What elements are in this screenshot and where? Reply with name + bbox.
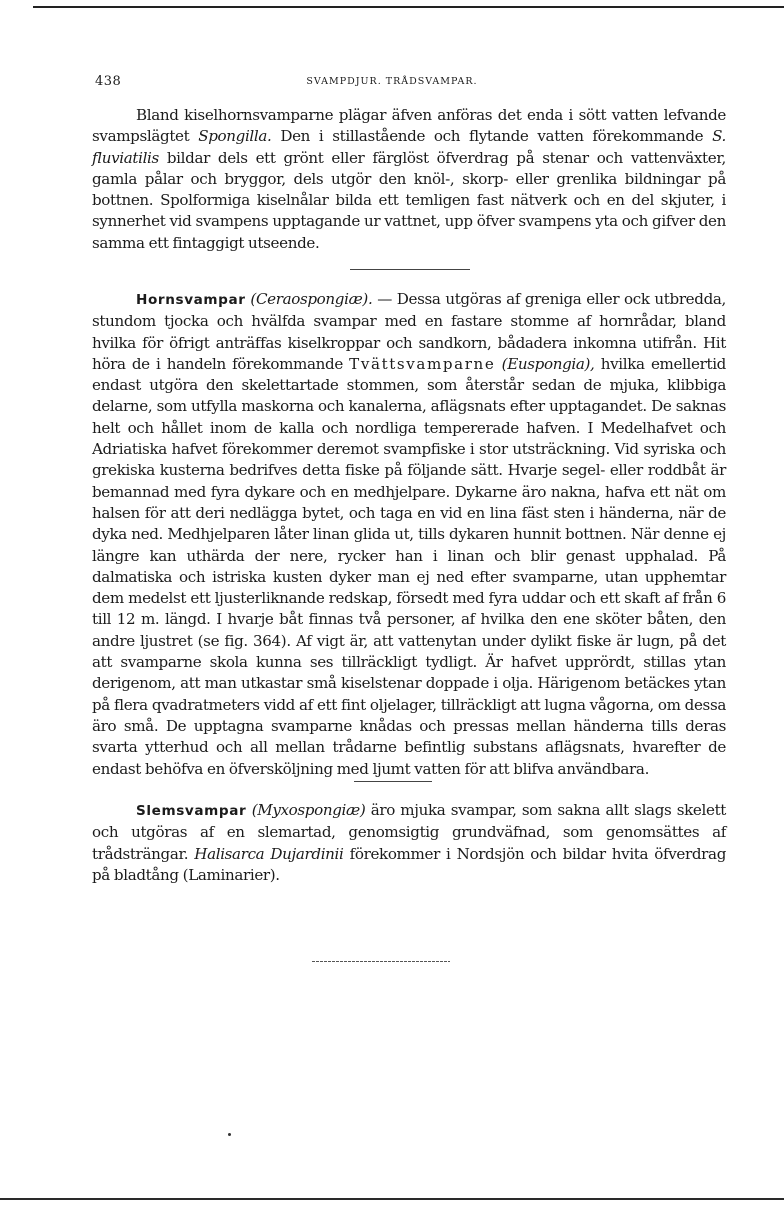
- section-heading: Hornsvampar: [136, 292, 246, 308]
- section-heading: Slemsvampar: [136, 803, 247, 819]
- species-name: S. fluviatilis: [92, 127, 726, 167]
- top-border-rule: [33, 6, 784, 8]
- paragraph-text: Slemsvampar (Myxospongiæ) äro mjuka svampar, som sakna allt slags skelett och utgöras af en slemartad, genomsigtig grundväfnad, som genomsättes af trådsträngar. Halisarca Dujardinii förekommer i Nordsjön och bildar hvita öfverdrag på bladtång (Laminarier).: [92, 801, 727, 884]
- ink-speck: [228, 1133, 231, 1136]
- page-number: 438: [95, 74, 122, 89]
- latin-name: (Euspongia),: [501, 354, 595, 373]
- paragraph-text: Hornsvampar (Ceraospongiæ). — Dessa utgöras af greniga eller ock utbredda, stundom tjocka och hvälfda svampar med en fastare stomme af hornrådar, bland hvilka för öfrigt anträffas kiselkroppar och sandkorn, bådadera inkomna utifrån. Hit höra de i handeln förekommande Tvättsvamparne (Euspongia), hvilka emellertid endast utgöra den skelettartade stommen, som återstår sedan de mjuka, klibbiga delarne, som utfylla maskorna och kanalerna, aflägsnats efter upptagandet. De saknas helt och hållet inom de kalla och nordliga tempererade hafven. I Medelhafvet och Adriatiska hafvet förekommer deremot svampfiske i stor utsträckning. Vid syriska och grekiska kusterna bedrifves detta fiske på följande sätt. Hvarje segel- eller roddbåt är bemannad med fyra dykare och en medhjelpare. Dykarne äro nakna, hafva ett nät om halsen för att deri nedlägga bytet, och taga en vid en lina fäst sten i händerna, när de dyka ned. Medhjelparen låter linan glida ut, tills dykaren hunnit bottnen. När denne ej längre kan uthärda der nere, rycker han i linan och blir genast upphalad. På dalmatiska och istriska kusten dyker man ej ned efter svamparne, utan upphemtar dem medelst ett ljusterliknande redskap, försedt med fyra uddar och ett skaft af från 6 till 12 m. längd. I hvarje båt finnas två personer, af hvilka den ene sköter båten, den andre ljustret (se fig. 364). Af vigt är, att vattenytan under dylikt fiske är lugn, på det att svamparne skola kunna ses tillräckligt tydligt. Är hafvet upprördt, stillas ytan derigenom, att man utkastar små kiselstenar doppade i olja. Härigenom betäckes ytan på flera qvadratmeters vidd af ett fint oljelager, tillräckligt att lugna vågorna, om dessa äro små. De upptagna svamparne knådas och pressas mellan händerna tills deras svarta ytterhud och all mellan trådarne befintlig substans aflägsnats, hvarefter de endast behöfva en öfversköljning med ljumt vatten för att blifva användbara.: [92, 290, 726, 778]
- end-separator: [312, 961, 450, 962]
- spaced-term: Tvättsvamparne: [349, 354, 496, 373]
- species-name: Halisarca Dujardinii: [194, 844, 344, 863]
- paragraph-slemsvampar: [92, 800, 726, 886]
- latin-name: (Ceraospongiæ).: [250, 290, 373, 308]
- paragraph-spongilla: [92, 105, 726, 254]
- genus-name: Spongilla.: [198, 127, 272, 146]
- section-separator: [354, 781, 432, 782]
- paragraph-text: Bland kiselhornsvamparne plägar äfven anföras det enda i sött vatten lefvande svampslägtet Spongilla. Den i stillastående och flytande vatten förekommande S. fluviatilis bildar dels ett grönt eller färglöst öfverdrag på stenar och vattenväxter, gamla pålar och bryggor, dels utgör den knöl-, skorp- eller grenlika bildningar på bottnen. Spolformiga kiselnålar bilda ett temligen fast nätverk och en del skjuter, i synnerhet vid svampens upptagande ur vattnet, upp öfver svampens yta och gifver den samma ett fintaggigt utseende.: [92, 106, 726, 252]
- running-head: SVAMPDJUR. TRÅDSVAMPAR.: [306, 76, 478, 87]
- latin-name: (Myxospongiæ): [251, 801, 366, 819]
- bottom-border-rule: [0, 1198, 784, 1200]
- paragraph-hornsvampar: [92, 289, 726, 780]
- section-separator: [350, 269, 470, 270]
